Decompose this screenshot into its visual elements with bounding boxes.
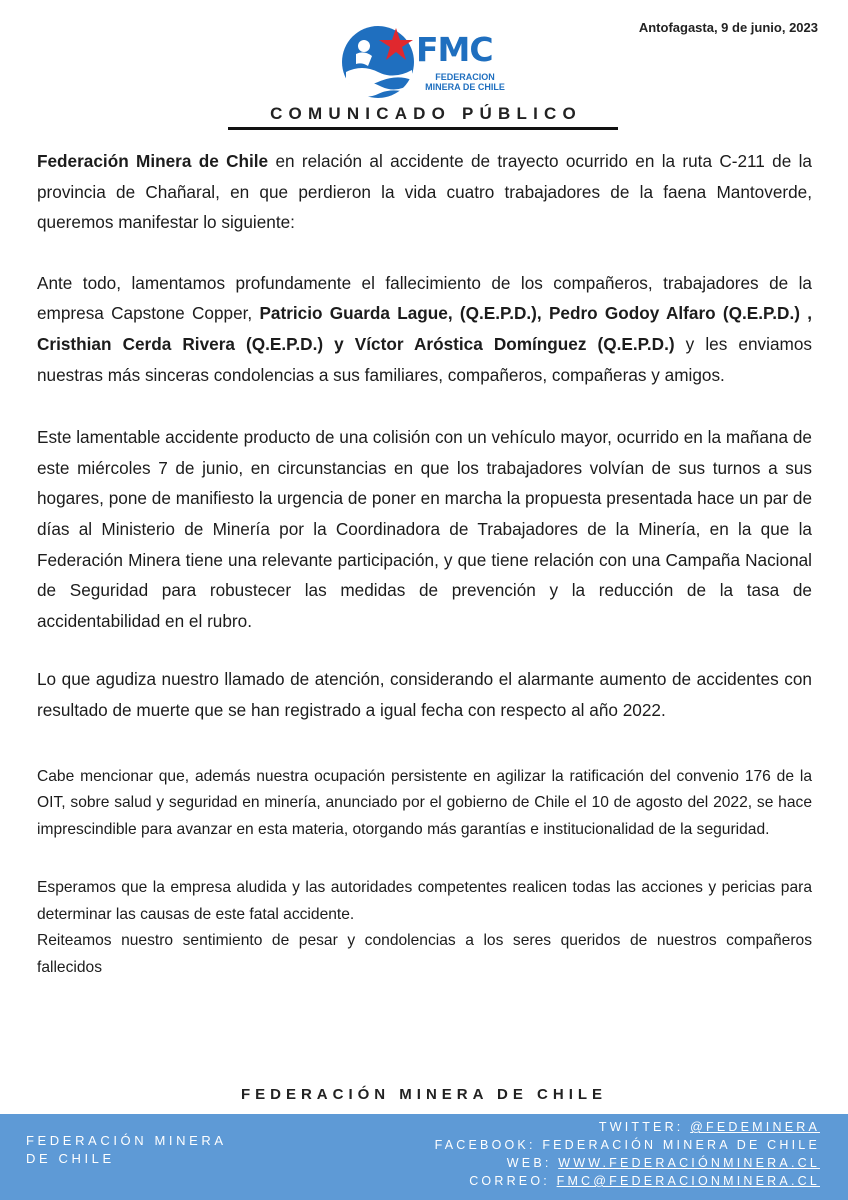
- title-text: COMUNICADO PÚBLICO: [270, 104, 582, 123]
- logo-subtitle-line2: MINERA DE CHILE: [425, 82, 505, 92]
- twitter-link[interactable]: @FEDEMINERA: [690, 1120, 820, 1134]
- email-link[interactable]: FMC@FEDERACIONMINERA.CL: [556, 1174, 820, 1188]
- footer-org: [26, 1132, 266, 1168]
- footer-twitter: [435, 1118, 820, 1136]
- paragraph-intro-text: en relación al accidente de trayecto ocurrido en la ruta C-211 de la provincia de Chañaral, en que perdieron la vida cuatro trabajadores de la faena Mantoverde, queremos manifestar lo siguiente:: [37, 151, 812, 233]
- paragraph-expectation: Esperamos que la empresa aludida y las autoridades competentes realicen todas las acciones y pericias para determinar las causas de este fatal accidente.: [37, 879, 812, 923]
- document-body: [37, 146, 812, 981]
- paragraph-condolences: [37, 268, 812, 390]
- paragraph-oit: Cabe mencionar que, además nuestra ocupación persistente en agilizar la ratificación del convenio 176 de la OIT, sobre salud y seguridad en minería, anunciado por el gobierno de Chile el 10 de agosto del 2022, se hace imprescindible para avanzar en esta materia, otorgando más garantías e institucionalidad de la seguridad.: [37, 767, 812, 838]
- logo-subtitle: [420, 72, 510, 92]
- fmc-emblem-icon: [340, 20, 420, 102]
- footer-org-line1: FEDERACIÓN MINERA: [26, 1133, 227, 1148]
- web-link[interactable]: WWW.FEDERACIÓNMINERA.CL: [558, 1156, 820, 1170]
- paragraph-alarm: Lo que agudiza nuestro llamado de atención, considerando el alarmante aumento de accidentes con resultado de muerte que se han registrado a igual fecha con respecto al año 2022.: [37, 669, 812, 720]
- condolences-text-1: Ante todo, lamentamos profundamente el fallecimiento de los compañeros, trabajadores de la empresa Capstone Copper,: [37, 272, 812, 324]
- paragraph-accident: Este lamentable accidente producto de una colisión con un vehículo mayor, ocurrido en la mañana de este miércoles 7 de junio, en circunstancias en que los trabajadores volvían de sus turnos a sus hogares, pone de manifiesto la urgencia de poner en marcha la propuesta presentada hace un par de días al Ministerio de Minería por la Coordinadora de Trabajadores de la Minería, en la que la Federación Minera tiene una relevante participación, y que tiene relación con una Campaña Nacional de Seguridad para robustecer las medidas de prevención y la reducción de la tasa de accidentabilidad en el rubro.: [37, 427, 812, 631]
- document-date: Antofagasta, 9 de junio, 2023: [638, 20, 818, 35]
- deceased-names: Patricio Guarda Lague, (Q.E.P.D.), Pedro Godoy Alfaro (Q.E.P.D.) , Cristhian Cerda Rivera (Q.E.P.D.) y Víctor Aróstica Domínguez (Q.E.P.D.): [37, 303, 812, 354]
- footer: [0, 1114, 848, 1200]
- logo-text: FMC: [416, 30, 493, 69]
- facebook-label: FACEBOOK:: [434, 1138, 543, 1152]
- footer-web: [435, 1154, 820, 1172]
- logo-subtitle-line1: FEDERACION: [435, 72, 495, 82]
- title-underline: [228, 127, 618, 130]
- footer-facebook: [435, 1136, 820, 1154]
- twitter-label: TWITTER:: [598, 1120, 691, 1134]
- document-title: [228, 104, 618, 126]
- condolences-text-2: y les enviamos nuestras más sinceras condolencias a sus familiares, compañeros, compañeras y amigos.: [37, 333, 812, 385]
- paragraph-intro: [37, 146, 812, 238]
- org-name-bold: Federación Minera de Chile: [37, 151, 269, 171]
- paragraph-closing: Reiteamos nuestro sentimiento de pesar y condolencias a los seres queridos de nuestros compañeros fallecidos: [37, 932, 812, 976]
- footer-contacts: [435, 1118, 820, 1190]
- email-label: CORREO:: [469, 1174, 557, 1188]
- fmc-logo: [340, 20, 510, 102]
- footer-org-line2: DE CHILE: [26, 1151, 115, 1166]
- signature: FEDERACIÓN MINERA DE CHILE: [240, 1086, 608, 1103]
- footer-email: [435, 1172, 820, 1190]
- facebook-value: FEDERACIÓN MINERA DE CHILE: [542, 1138, 820, 1152]
- web-label: WEB:: [506, 1156, 559, 1170]
